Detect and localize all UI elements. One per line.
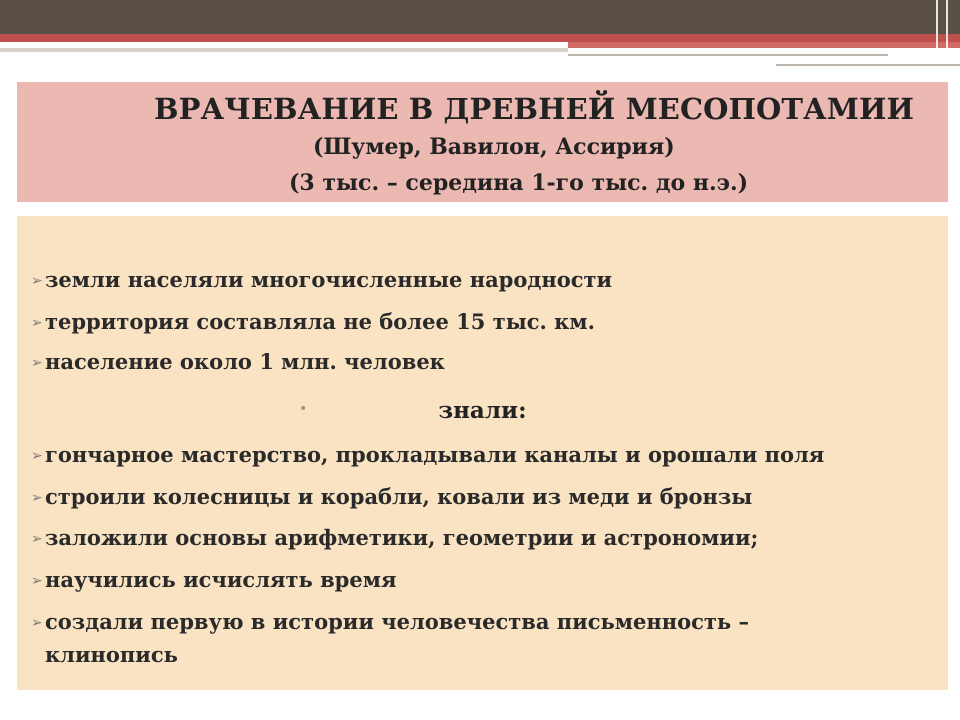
- divider-line: [0, 48, 568, 52]
- arrow-bullet-icon: ➢: [31, 573, 43, 589]
- dot-bullet-icon: •: [299, 401, 308, 417]
- list-item-text: заложили основы арифметики, геометрии и астрономии;: [45, 525, 759, 550]
- decor-line: [776, 64, 960, 66]
- arrow-bullet-icon: ➢: [31, 615, 43, 631]
- slide-subtitle-regions: (Шумер, Вавилон, Ассирия): [313, 134, 675, 160]
- list-item: [31, 439, 824, 472]
- accent-stripe: [0, 34, 960, 42]
- list-item: [31, 564, 396, 597]
- arrow-bullet-icon: ➢: [31, 448, 43, 464]
- list-item-text: строили колесницы и корабли, ковали из меди и бронзы: [45, 484, 753, 509]
- arrow-bullet-icon: ➢: [31, 490, 43, 506]
- content-box: [17, 216, 948, 690]
- decor-line: [568, 54, 888, 56]
- list-item-text-continued: клинопись: [45, 642, 178, 667]
- arrow-bullet-icon: ➢: [31, 273, 43, 289]
- list-item-text: гончарное мастерство, прокладывали каналы и орошали поля: [45, 442, 825, 467]
- section-heading: знали:: [438, 397, 527, 424]
- list-item-text: научились исчислять время: [45, 567, 397, 592]
- arrow-bullet-icon: ➢: [31, 531, 43, 547]
- top-band: [0, 0, 960, 34]
- slide-subtitle-dates: (3 тыс. – середина 1-го тыс. до н.э.): [289, 170, 749, 196]
- list-item: [31, 264, 612, 297]
- list-item-text: население около 1 млн. человек: [45, 349, 445, 374]
- decor-vertical-line: [946, 0, 948, 68]
- list-item: [31, 346, 445, 379]
- accent-stripe-secondary: [568, 42, 960, 48]
- arrow-bullet-icon: ➢: [31, 355, 43, 371]
- list-item-text: территория составляла не более 15 тыс. км.: [45, 309, 595, 334]
- slide-title: ВРАЧЕВАНИЕ В ДРЕВНЕЙ МЕСОПОТАМИИ: [154, 92, 914, 126]
- decor-vertical-line: [936, 0, 938, 68]
- list-item: [31, 606, 749, 671]
- list-item-text: создали первую в истории человечества письменность –: [45, 609, 749, 634]
- title-box: [17, 82, 948, 202]
- list-item-text: земли населяли многочисленные народности: [45, 267, 613, 292]
- arrow-bullet-icon: ➢: [31, 315, 43, 331]
- list-item: [31, 481, 752, 514]
- list-item: [31, 522, 758, 555]
- list-item: [31, 306, 595, 339]
